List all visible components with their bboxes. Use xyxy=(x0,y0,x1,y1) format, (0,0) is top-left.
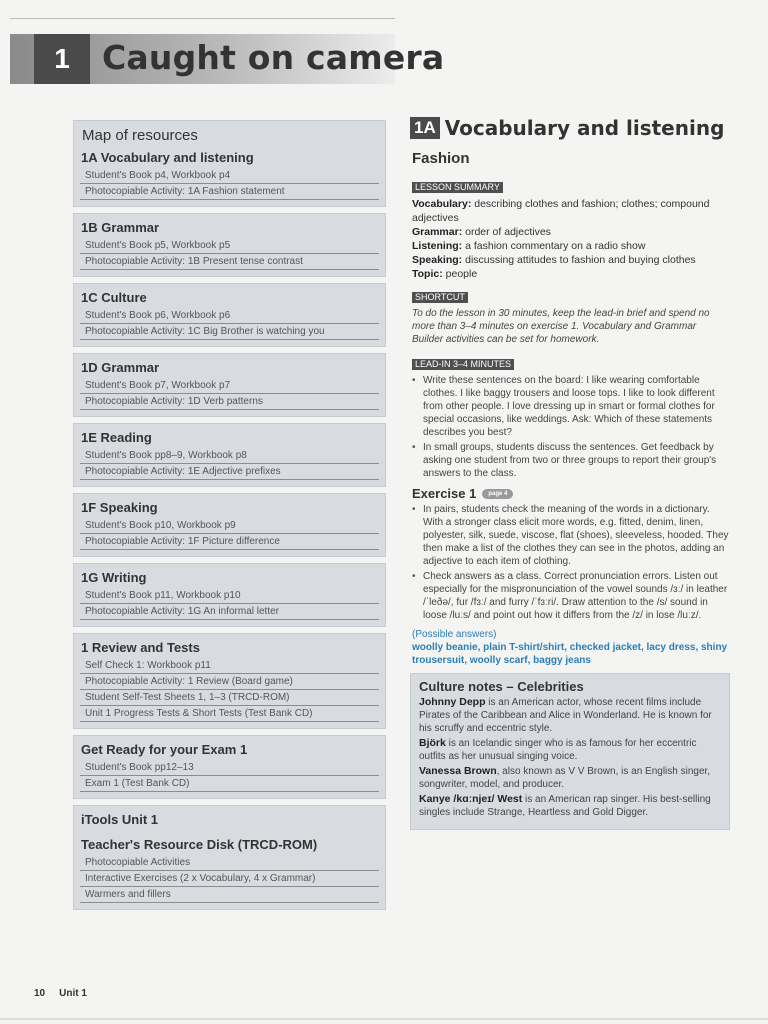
summary-item xyxy=(412,225,730,239)
note-text: is an American actor, whose recent films include Pirates of the Caribbean and Alice in Wonderland. He is known for his scruffy and eccentric style. xyxy=(419,697,712,734)
note-text: is an American rap singer. His best-selling singles include Strange, Heartless and Gold Digger. xyxy=(419,794,711,818)
summary-key: Grammar: xyxy=(412,226,463,238)
resource-line: Student's Book p6, Workbook p6 xyxy=(80,308,379,324)
summary-key: Speaking: xyxy=(412,254,463,266)
unit-header xyxy=(10,34,445,84)
list-item: • In small groups, students discuss the sentences. Get feedback by asking one student from two or three groups to report their group's answers to the class. xyxy=(412,441,730,480)
summary-item xyxy=(412,267,730,281)
celebrity-name: Kanye /kɑːnjeɪ/ West xyxy=(419,793,523,805)
unit-title: Caught on camera xyxy=(102,38,445,77)
celebrity-name: Björk xyxy=(419,737,446,749)
answers-text: woolly beanie, plain T-shirt/shirt, checked jacket, lacy dress, shiny trousersuit, woolly scarf, baggy jeans xyxy=(412,642,728,666)
culture-notes-box xyxy=(410,673,730,830)
section-title: 1A Vocabulary and listening xyxy=(81,150,254,165)
resource-line: Student's Book p11, Workbook p10 xyxy=(80,588,379,604)
map-of-resources xyxy=(73,120,386,916)
resource-line: Exam 1 (Test Bank CD) xyxy=(80,776,379,792)
resource-box-1d xyxy=(73,353,386,417)
celebrity-name: Johnny Depp xyxy=(419,696,486,708)
summary-key: Topic: xyxy=(412,268,443,280)
section-title: 1C Culture xyxy=(81,290,147,305)
resource-line: Student's Book p5, Workbook p5 xyxy=(80,238,379,254)
resource-line: Photocopiable Activity: 1E Adjective prefixes xyxy=(80,464,379,480)
resource-line: Photocopiable Activities xyxy=(80,855,379,871)
top-rule xyxy=(10,18,395,19)
resource-box-1a xyxy=(73,120,386,207)
summary-key: Vocabulary: xyxy=(412,198,472,210)
footer-unit-label: Unit 1 xyxy=(59,988,87,999)
leadin-list xyxy=(412,374,730,480)
resource-line: Student's Book p10, Workbook p9 xyxy=(80,518,379,534)
exercise-title: Exercise 1 xyxy=(412,486,477,501)
answers-label: (Possible answers) xyxy=(412,629,497,640)
section-title: iTools Unit 1 xyxy=(81,812,159,827)
resource-line: Photocopiable Activity: 1F Picture difference xyxy=(80,534,379,550)
celebrity-name: Vanessa Brown xyxy=(419,765,497,777)
culture-note xyxy=(419,696,721,735)
resource-box-1g xyxy=(73,563,386,627)
resource-line: Photocopiable Activity: 1C Big Brother is watching you xyxy=(80,324,379,340)
lesson-heading xyxy=(410,116,730,140)
resource-line: Photocopiable Activity: 1D Verb patterns xyxy=(80,394,379,410)
page-number: 10 xyxy=(34,988,46,999)
section-title: 1F Speaking xyxy=(81,500,158,515)
resource-box-review xyxy=(73,633,386,729)
section-title: 1B Grammar xyxy=(81,220,160,235)
resource-line: Photocopiable Activity: 1A Fashion statement xyxy=(80,184,379,200)
resource-line: Student's Book pp8–9, Workbook p8 xyxy=(80,448,379,464)
bottom-rule xyxy=(0,1018,768,1020)
lesson-tag: 1A xyxy=(410,117,440,139)
summary-key: Listening: xyxy=(412,240,463,252)
resource-line: Student's Book pp12–13 xyxy=(80,760,379,776)
section-subtitle: Teacher's Resource Disk (TRCD-ROM) xyxy=(81,837,318,852)
culture-note xyxy=(419,765,721,791)
resource-box-1e xyxy=(73,423,386,487)
unit-number: 1 xyxy=(34,34,90,84)
section-title: Get Ready for your Exam 1 xyxy=(81,742,248,757)
resource-line: Unit 1 Progress Tests & Short Tests (Test Bank CD) xyxy=(80,706,379,722)
resource-line: Warmers and fillers xyxy=(80,887,379,903)
resource-box-exam xyxy=(73,735,386,799)
resource-box-1c xyxy=(73,283,386,347)
list-item: • In pairs, students check the meaning of the words in a dictionary. With a stronger class elicit more words, e.g. fitted, denim, linen, polyester, silk, suede, viscose, flat (shoes), sleeveless, hooded. They then make a list of the clothes they can see in the photos, adding an adjective to each item of clothing. xyxy=(412,503,730,568)
culture-note xyxy=(419,737,721,763)
exercise-list xyxy=(412,503,730,622)
page-footer xyxy=(34,988,87,999)
section-title: 1 Review and Tests xyxy=(81,640,200,655)
resource-line: Interactive Exercises (2 x Vocabulary, 4 x Grammar) xyxy=(80,871,379,887)
summary-item xyxy=(412,197,730,225)
shortcut-text: To do the lesson in 30 minutes, keep the lead-in brief and spend no more than 3–4 minutes on exercise 1. Vocabulary and Grammar Builder activities can be set for homework. xyxy=(412,308,710,345)
leadin-label: LEAD-IN 3–4 MINUTES xyxy=(412,359,514,370)
note-text: is an Icelandic singer who is as famous for her eccentric outfits as her unusual singing voice. xyxy=(419,738,697,762)
lesson-title: Vocabulary and listening xyxy=(444,116,725,140)
resource-line: Student's Book p4, Workbook p4 xyxy=(80,168,379,184)
resource-line: Student Self-Test Sheets 1, 1–3 (TRCD-ROM) xyxy=(80,690,379,706)
map-title: Map of resources xyxy=(82,127,198,144)
resource-line: Photocopiable Activity: 1B Present tense contrast xyxy=(80,254,379,270)
resource-box-1b xyxy=(73,213,386,277)
summary-value: describing clothes and fashion; clothes; compound adjectives xyxy=(412,198,710,224)
summary-value: a fashion commentary on a radio show xyxy=(465,240,646,252)
summary-value: people xyxy=(445,268,478,280)
summary-value: order of adjectives xyxy=(465,226,551,238)
lesson-notes xyxy=(410,116,730,830)
culture-note xyxy=(419,793,721,819)
resource-line: Photocopiable Activity: 1G An informal letter xyxy=(80,604,379,620)
shortcut-label: SHORTCUT xyxy=(412,292,468,303)
list-item: • Check answers as a class. Correct pronunciation errors. Listen out especially for the mispronunciation of the vowel sounds /ɜː/ in leather /ˈleðə/, fur /fɜː/ and furry /ˈfɜːri/. Draw attention to the /s/ sound in loose /luːs/ and point out how it differs from the /z/ in lose /luːz/. xyxy=(412,570,730,622)
resource-line: Self Check 1: Workbook p11 xyxy=(80,658,379,674)
summary-value: discussing attitudes to fashion and buying clothes xyxy=(465,254,696,266)
summary-item xyxy=(412,253,730,267)
page-badge: page 4 xyxy=(482,489,513,499)
resource-line: Photocopiable Activity: 1 Review (Board game) xyxy=(80,674,379,690)
possible-answers xyxy=(412,628,730,667)
section-title: 1D Grammar xyxy=(81,360,160,375)
section-title: 1E Reading xyxy=(81,430,152,445)
resource-box-1f xyxy=(73,493,386,557)
topic-title: Fashion xyxy=(412,150,470,167)
note-text: , also known as V V Brown, is an English singer, songwriter, model, and producer. xyxy=(419,766,711,790)
list-item: • Write these sentences on the board: I like wearing comfortable clothes. I like baggy trousers and loose tops. I like to look different from other people. I love dressing up in smart or formal clothes for special occasions, like weddings. Ask: Which of these statements describes you best? xyxy=(412,374,730,439)
exercise-heading xyxy=(412,486,730,501)
resource-line: Student's Book p7, Workbook p7 xyxy=(80,378,379,394)
lesson-summary-label: LESSON SUMMARY xyxy=(412,182,503,193)
resource-box-itools xyxy=(73,805,386,910)
culture-title: Culture notes – Celebrities xyxy=(419,679,584,694)
summary-item xyxy=(412,239,730,253)
section-title: 1G Writing xyxy=(81,570,147,585)
